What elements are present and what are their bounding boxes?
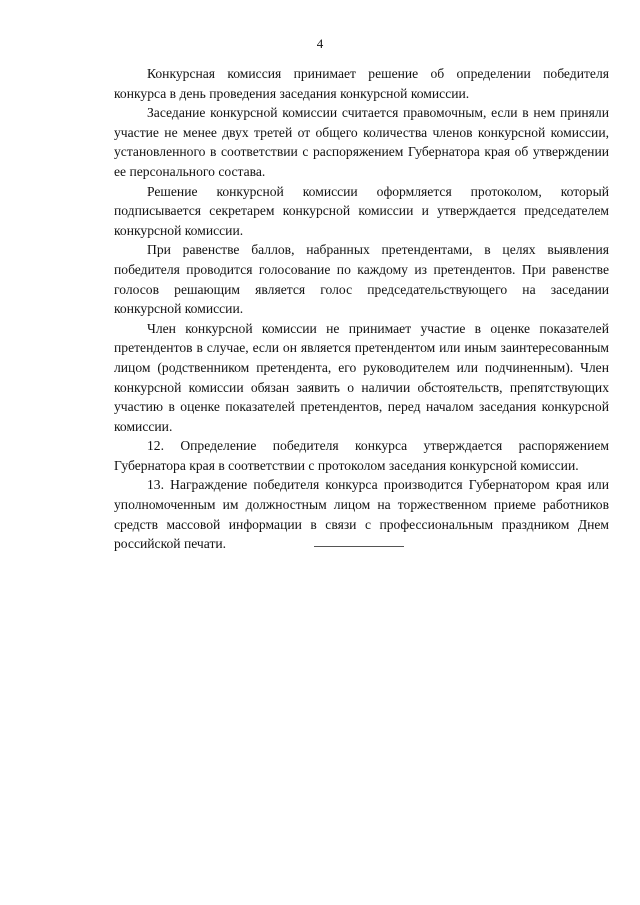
- paragraph-item-13: 13. Награждение победителя конкурса производится Губернатором края или уполномоченным им должностным лицом на торжественном приеме работников средств массовой информации в связи с профессиональным праздником Днем российской печати.: [114, 477, 609, 552]
- closing-divider: [314, 546, 404, 547]
- page-number: 4: [316, 36, 324, 51]
- paragraph-conflict-of-interest: Член конкурсной комиссии не принимает участие в оценке показателей претендентов в случае, если он является претендентом или иным заинтересованным лицом (родственником претендента, его руководителем или подчиненным). Член конкурсной комиссии обязан заявить о наличии обстоятельств, препятствующих участию в оценке показателей претендентов, перед началом заседания конкурсной комиссии.: [114, 320, 609, 434]
- paragraph-item-12: 12. Определение победителя конкурса утверждается распоряжением Губернатора края в соответствии с протоколом заседания конкурсной комиссии.: [114, 438, 609, 473]
- body-text: [114, 64, 609, 554]
- paragraph-protocol: Решение конкурсной комиссии оформляется протоколом, который подписывается секретарем конкурсной комиссии и утверждается председателем конкурсной комиссии.: [114, 183, 609, 238]
- paragraph-tie-vote: При равенстве баллов, набранных претендентами, в целях выявления победителя проводится голосование по каждому из претендентов. При равенстве голосов решающим является голос председательствующего на заседании конкурсной комиссии.: [114, 242, 609, 317]
- paragraph-decision-day: Конкурсная комиссия принимает решение об определении победителя конкурса в день проведения заседания конкурсной комиссии.: [114, 66, 609, 101]
- paragraph-quorum: Заседание конкурсной комиссии считается правомочным, если в нем приняли участие не менее двух третей от общего количества членов конкурсной комиссии, установленного в соответствии с распоряжением Губернатора края об утверждении ее персонального состава.: [114, 105, 609, 179]
